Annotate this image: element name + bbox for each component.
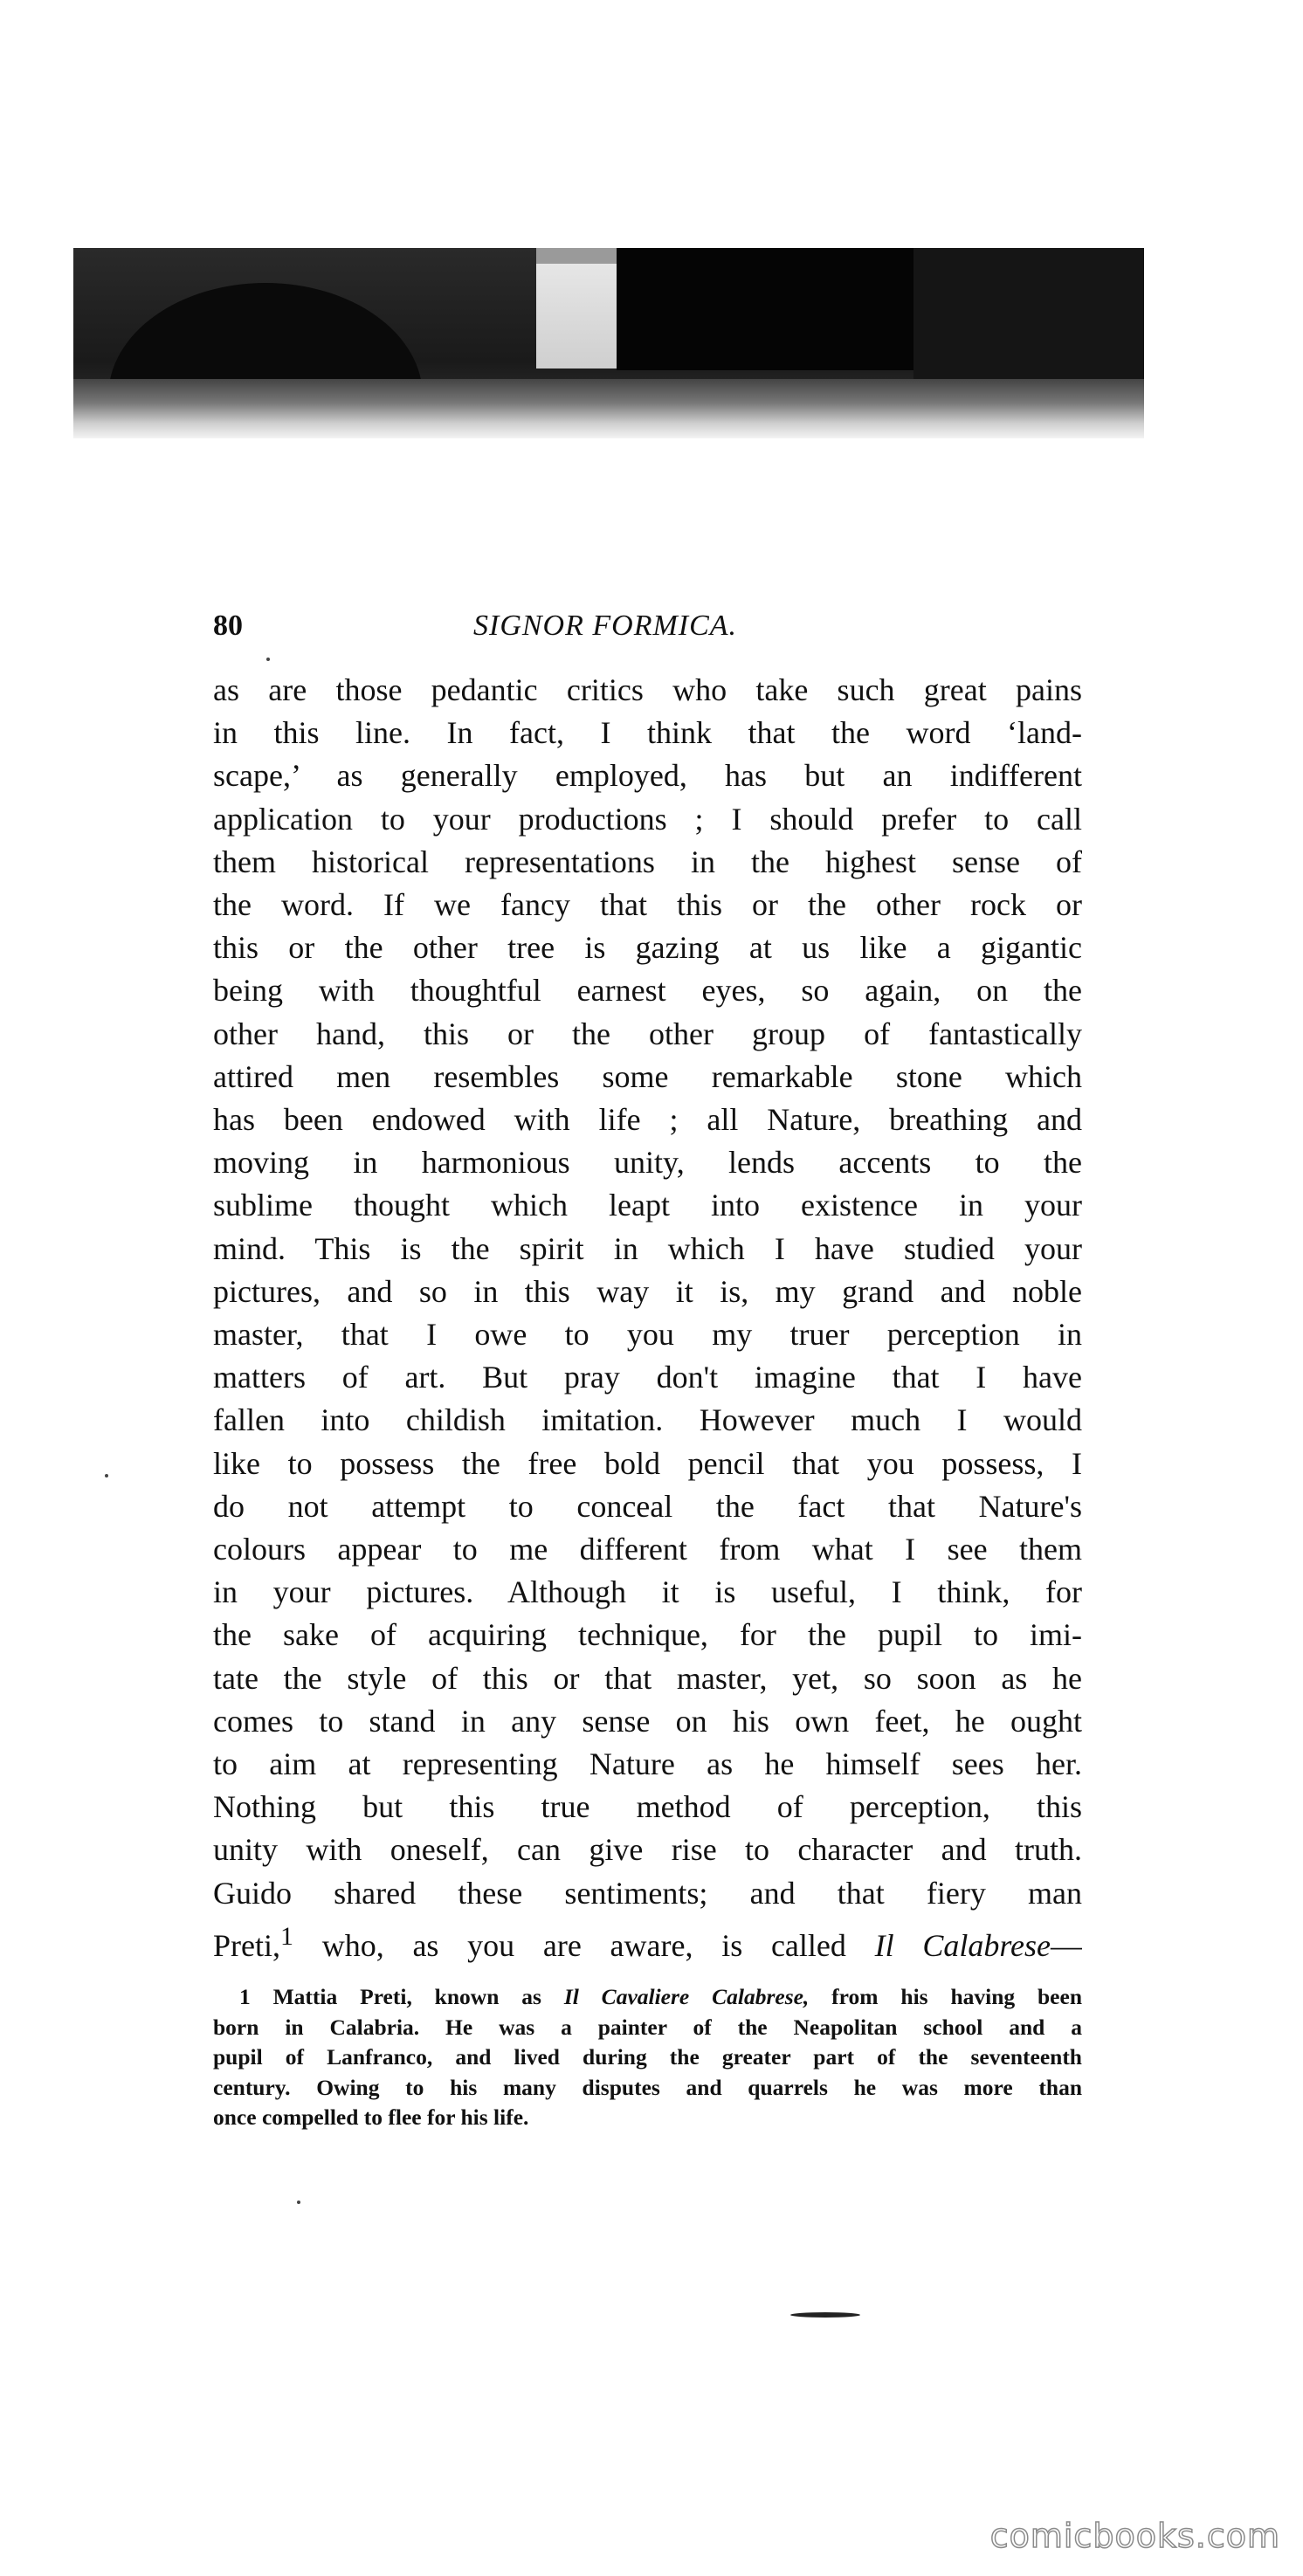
body-text (213, 669, 1082, 1967)
black-block (617, 248, 913, 370)
text-line: colours appear to me different from what I see them (213, 1532, 1082, 1567)
text-line: do not attempt to conceal the fact that Nature's (213, 1488, 1082, 1524)
stray-dot (297, 2201, 300, 2204)
watermark: comicbooks.com (989, 2517, 1280, 2555)
text-line: application to your productions ; I should prefer to call (213, 801, 1082, 837)
stray-dot (266, 658, 270, 661)
text-line: as are those pedantic critics who take such great pains (213, 672, 1082, 707)
text-line: pictures, and so in this way it is, my grand and noble (213, 1273, 1082, 1309)
text-fragment: Preti, (213, 1927, 280, 1963)
text-line: the sake of acquiring technique, for the pupil to imi- (213, 1617, 1082, 1653)
text-line: master, that I owe to you my truer perception in (213, 1317, 1082, 1353)
text-fragment: from his having been (809, 1984, 1082, 2009)
text-line: being with thoughtful earnest eyes, so again, on the (213, 973, 1082, 1009)
footnote (213, 1982, 1082, 2133)
footnote-line (213, 1982, 1082, 2013)
text-line: other hand, this or the other group of fantastically (213, 1016, 1082, 1051)
text-line: sublime thought which leapt into existence in your (213, 1188, 1082, 1223)
running-head (213, 604, 1086, 648)
scanned-image-strip (73, 248, 1144, 438)
text-line: scape,’ as generally employed, has but an indifferent (213, 758, 1082, 794)
text-line: like to possess the free bold pencil that you possess, I (213, 1445, 1082, 1481)
text-line-last (213, 1915, 1082, 1967)
text-line: them historical representations in the highest sense of (213, 844, 1082, 879)
footnote-reference: 1 (280, 1921, 293, 1951)
footnote-line: once compelled to flee for his life. (213, 2104, 529, 2131)
text-fragment: who, as you are aware, is called (293, 1927, 875, 1963)
italic-name: Il Calabrese (874, 1927, 1051, 1963)
text-fragment: — (1051, 1927, 1082, 1963)
text-line: tate the style of this or that master, yet, so soon as he (213, 1660, 1082, 1696)
ink-mark (790, 2312, 860, 2318)
stray-dot (105, 1474, 108, 1477)
text-line: this or the other tree is gazing at us like a gigantic (213, 930, 1082, 966)
text-line: unity with oneself, can give rise to character and truth. (213, 1832, 1082, 1868)
dark-right-block (913, 248, 1144, 388)
text-line: in your pictures. Although it is useful, I think, for (213, 1574, 1082, 1610)
running-title: SIGNOR FORMICA. (473, 610, 738, 642)
text-line: comes to stand in any sense on his own feet, he ought (213, 1703, 1082, 1739)
text-line: matters of art. But pray don't imagine that I have (213, 1360, 1082, 1395)
text-line: to aim at representing Nature as he himself sees her. (213, 1746, 1082, 1782)
text-fragment: Mattia Preti, known as (250, 1984, 564, 2009)
text-line: in this line. In fact, I think that the word ‘land- (213, 715, 1082, 751)
page-edge-band (73, 379, 1144, 438)
text-line: the word. If we fancy that this or the other rock or (213, 887, 1082, 923)
text-line: Nothing but this true method of perception, this (213, 1789, 1082, 1825)
footnote-marker: 1 (239, 1984, 251, 2009)
footnote-line: pupil of Lanfranco, and lived during the greater part of the seventeenth (213, 2044, 1082, 2070)
light-square (536, 264, 617, 368)
text-line: fallen into childish imitation. However much I would (213, 1402, 1082, 1438)
page-number: 80 (213, 610, 243, 642)
text-line: Guido shared these sentiments; and that fiery man (213, 1875, 1082, 1911)
italic-title: Il Cavaliere Calabrese, (563, 1984, 810, 2009)
text-line: has been endowed with life ; all Nature, breathing and (213, 1102, 1082, 1138)
text-line: attired men resembles some remarkable stone which (213, 1058, 1082, 1094)
text-line: mind. This is the spirit in which I have studied your (213, 1230, 1082, 1266)
footnote-line: century. Owing to his many disputes and quarrels he was more than (213, 2074, 1082, 2100)
footnote-line: born in Calabria. He was a painter of the Neapolitan school and a (213, 2014, 1082, 2040)
text-line: moving in harmonious unity, lends accents to the (213, 1145, 1082, 1181)
